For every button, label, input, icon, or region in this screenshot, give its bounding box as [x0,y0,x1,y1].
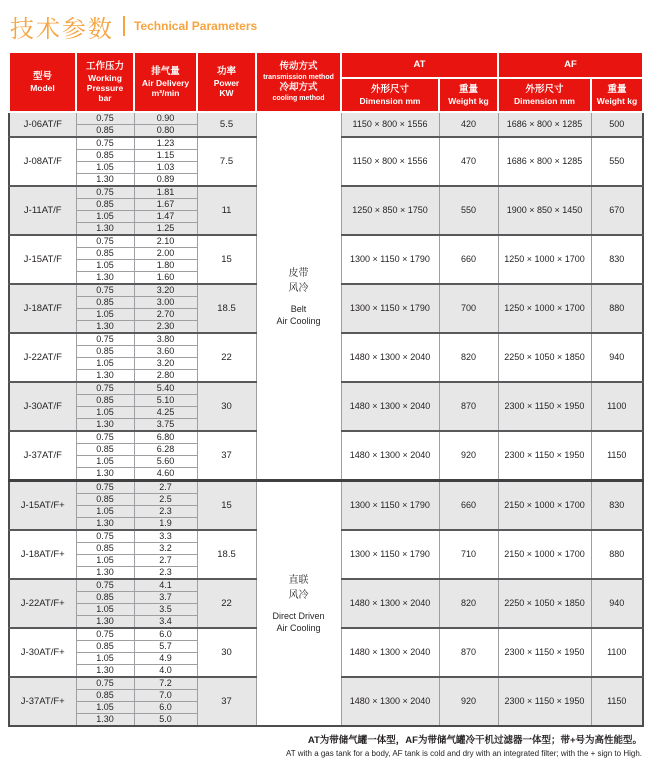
pressure-cell: 0.85 [76,248,134,260]
pressure-cell: 1.30 [76,174,134,187]
delivery-cell: 2.80 [134,370,197,383]
delivery-cell: 3.00 [134,297,197,309]
at-dimension-cell: 1150 × 800 × 1556 [341,137,439,186]
delivery-cell: 2.3 [134,506,197,518]
model-cell: J-37AT/F+ [9,677,76,726]
header-af-weight [591,78,643,112]
at-dimension-cell: 1480 × 1300 × 2040 [341,382,439,431]
header-pressure-zh: 工作压力 [85,61,124,72]
model-cell: J-37AT/F [9,431,76,481]
delivery-cell: 2.3 [134,567,197,580]
pressure-cell: 0.85 [76,690,134,702]
af-dimension-cell: 1686 × 800 × 1285 [498,112,591,137]
pressure-cell: 1.05 [76,702,134,714]
model-cell: J-18AT/F+ [9,530,76,579]
power-cell: 18.5 [197,530,256,579]
delivery-cell: 1.9 [134,518,197,531]
af-dimension-cell: 2300 × 1150 × 1950 [498,628,591,677]
header-transmission-zh: 传动方式 [279,61,318,72]
delivery-cell: 3.2 [134,543,197,555]
af-weight-cell: 1150 [591,431,643,481]
af-weight-cell: 940 [591,333,643,382]
power-cell: 15 [197,235,256,284]
pressure-cell: 1.05 [76,260,134,272]
pressure-cell: 0.75 [76,137,134,150]
delivery-cell: 1.23 [134,137,197,150]
af-dimension-cell: 1686 × 800 × 1285 [498,137,591,186]
pressure-cell: 0.85 [76,543,134,555]
header-power-en: Power [213,78,240,88]
at-weight-cell: 820 [439,333,498,382]
at-dimension-cell: 1300 × 1150 × 1790 [341,481,439,531]
delivery-cell: 3.60 [134,346,197,358]
delivery-cell: 1.60 [134,272,197,285]
af-dimension-cell: 2250 × 1050 × 1850 [498,333,591,382]
delivery-cell: 3.75 [134,419,197,432]
table-row [9,481,643,494]
header-model-en: Model [30,83,55,93]
pressure-cell: 1.05 [76,604,134,616]
pressure-cell: 1.30 [76,714,134,727]
power-cell: 30 [197,628,256,677]
delivery-cell: 1.81 [134,186,197,199]
method-label-en: Belt [290,303,307,314]
at-weight-cell: 920 [439,677,498,726]
pressure-cell: 0.75 [76,530,134,543]
header-pressure-unit: bar [98,93,112,103]
at-weight-cell: 870 [439,382,498,431]
at-dimension-cell: 1300 × 1150 × 1790 [341,284,439,333]
page-title-zh: 技术参数 [10,15,114,43]
header-cooling-en: cooling method [272,95,325,102]
header-delivery-zh: 排气量 [151,66,180,77]
af-weight-cell: 1150 [591,677,643,726]
method-cell [256,112,341,481]
table-header [9,52,643,112]
model-cell: J-30AT/F+ [9,628,76,677]
af-dimension-cell: 2150 × 1000 × 1700 [498,481,591,531]
af-dimension-cell: 2250 × 1050 × 1850 [498,579,591,628]
af-weight-cell: 830 [591,481,643,531]
pressure-cell: 0.75 [76,481,134,494]
pressure-cell: 0.75 [76,677,134,690]
pressure-cell: 0.75 [76,628,134,641]
pressure-cell: 1.30 [76,272,134,285]
delivery-cell: 4.60 [134,468,197,481]
footnote-en: AT with a gas tank for a body, AF tank is cold and dry with an integrated filter; with the + sign to High. [286,749,642,758]
pressure-cell: 1.05 [76,456,134,468]
method-label-en: Air Cooling [276,315,321,326]
pressure-cell: 0.75 [76,235,134,248]
header-delivery-unit: m³/min [151,88,180,98]
pressure-cell: 0.75 [76,382,134,395]
at-weight-cell: 820 [439,579,498,628]
header-transmission-en: transmission method [263,74,334,81]
delivery-cell: 3.4 [134,616,197,629]
method-label-zh: 直联 [288,575,309,586]
method-label-en: Direct Driven [272,611,325,621]
model-cell: J-15AT/F+ [9,481,76,531]
af-weight-cell: 880 [591,530,643,579]
pressure-cell: 1.30 [76,321,134,334]
delivery-cell: 3.7 [134,592,197,604]
pressure-cell: 1.05 [76,309,134,321]
header-air-delivery [134,52,197,112]
at-weight-cell: 660 [439,481,498,531]
at-dimension-cell: 1480 × 1300 × 2040 [341,677,439,726]
model-cell: J-08AT/F [9,137,76,186]
delivery-cell: 5.7 [134,641,197,653]
header-af-group: AF [498,52,643,78]
power-cell: 15 [197,481,256,531]
af-weight-cell: 550 [591,137,643,186]
pressure-cell: 0.75 [76,431,134,444]
delivery-cell: 6.28 [134,444,197,456]
at-dimension-cell: 1150 × 800 × 1556 [341,112,439,137]
af-weight-cell: 1100 [591,382,643,431]
af-dimension-cell: 2150 × 1000 × 1700 [498,530,591,579]
delivery-cell: 4.1 [134,579,197,592]
table-row [9,112,643,125]
power-cell: 7.5 [197,137,256,186]
pressure-cell: 0.75 [76,112,134,125]
at-weight-cell: 660 [439,235,498,284]
power-cell: 37 [197,677,256,726]
pressure-cell: 0.75 [76,579,134,592]
pressure-cell: 1.30 [76,468,134,481]
header-at-dimension-zh: 外形尺寸 [370,84,409,95]
power-cell: 5.5 [197,112,256,137]
delivery-cell: 1.03 [134,162,197,174]
delivery-cell: 1.25 [134,223,197,236]
pressure-cell: 0.85 [76,641,134,653]
pressure-cell: 1.30 [76,567,134,580]
af-dimension-cell: 2300 × 1150 × 1950 [498,677,591,726]
header-at-weight-zh: 重量 [458,84,478,95]
delivery-cell: 2.7 [134,481,197,494]
at-weight-cell: 700 [439,284,498,333]
pressure-cell: 1.30 [76,518,134,531]
at-weight-cell: 420 [439,112,498,137]
header-model-zh: 型号 [32,71,52,82]
af-dimension-cell: 1900 × 850 × 1450 [498,186,591,235]
pressure-cell: 0.85 [76,592,134,604]
model-cell: J-11AT/F [9,186,76,235]
af-weight-cell: 940 [591,579,643,628]
at-dimension-cell: 1480 × 1300 × 2040 [341,431,439,481]
footnote-zh: AT为带储气罐一体型，AF为带储气罐冷干机过滤器一体型；带+号为高性能型。 [307,735,642,746]
pressure-cell: 0.85 [76,297,134,309]
pressure-cell: 1.05 [76,407,134,419]
pressure-cell: 0.75 [76,186,134,199]
delivery-cell: 5.0 [134,714,197,727]
header-at-group: AT [341,52,498,78]
pressure-cell: 1.30 [76,370,134,383]
power-cell: 11 [197,186,256,235]
at-dimension-cell: 1300 × 1150 × 1790 [341,530,439,579]
power-cell: 22 [197,333,256,382]
delivery-cell: 3.3 [134,530,197,543]
af-weight-cell: 830 [591,235,643,284]
model-cell: J-15AT/F [9,235,76,284]
af-dimension-cell: 2300 × 1150 × 1950 [498,431,591,481]
header-power-unit: KW [219,88,234,98]
method-cell [256,481,341,727]
delivery-cell: 2.10 [134,235,197,248]
delivery-cell: 1.47 [134,211,197,223]
af-weight-cell: 500 [591,112,643,137]
model-cell: J-22AT/F [9,333,76,382]
delivery-cell: 7.2 [134,677,197,690]
delivery-cell: 5.60 [134,456,197,468]
at-weight-cell: 920 [439,431,498,481]
header-power-zh: 功率 [216,66,236,77]
header-at-dimension [341,78,439,112]
power-cell: 22 [197,579,256,628]
header-af-dimension [498,78,591,112]
pressure-cell: 0.85 [76,150,134,162]
page-header [0,0,650,43]
model-cell: J-06AT/F [9,112,76,137]
power-cell: 18.5 [197,284,256,333]
header-af-dimension-en: Dimension mm [514,96,575,106]
title-divider [123,16,125,36]
at-weight-cell: 870 [439,628,498,677]
delivery-cell: 3.80 [134,333,197,346]
model-cell: J-30AT/F [9,382,76,431]
delivery-cell: 6.0 [134,702,197,714]
header-af-dimension-zh: 外形尺寸 [525,84,564,95]
method-label-zh: 皮带 [288,267,309,279]
header-delivery-en: Air Delivery [141,78,190,88]
header-af-weight-zh: 重量 [607,84,627,95]
delivery-cell: 0.89 [134,174,197,187]
af-dimension-cell: 1250 × 1000 × 1700 [498,284,591,333]
delivery-cell: 4.25 [134,407,197,419]
header-working-pressure [76,52,134,112]
af-weight-cell: 670 [591,186,643,235]
delivery-cell: 1.80 [134,260,197,272]
pressure-cell: 1.30 [76,665,134,678]
af-weight-cell: 880 [591,284,643,333]
delivery-cell: 2.30 [134,321,197,334]
technical-parameters-table [8,51,644,727]
model-cell: J-18AT/F [9,284,76,333]
pressure-cell: 1.30 [76,419,134,432]
table-body [9,112,643,726]
af-dimension-cell: 2300 × 1150 × 1950 [498,382,591,431]
delivery-cell: 3.20 [134,284,197,297]
pressure-cell: 0.75 [76,284,134,297]
header-power [197,52,256,112]
header-transmission-cooling [256,52,341,112]
delivery-cell: 6.0 [134,628,197,641]
at-dimension-cell: 1300 × 1150 × 1790 [341,235,439,284]
at-weight-cell: 710 [439,530,498,579]
pressure-cell: 1.05 [76,358,134,370]
pressure-cell: 0.85 [76,346,134,358]
pressure-cell: 1.05 [76,653,134,665]
header-af-weight-en: Weight kg [596,96,638,106]
pressure-cell: 1.05 [76,211,134,223]
pressure-cell: 0.75 [76,333,134,346]
header-cooling-zh: 冷却方式 [279,82,318,93]
pressure-cell: 0.85 [76,444,134,456]
header-at-weight [439,78,498,112]
footnotes [8,734,642,759]
at-dimension-cell: 1480 × 1300 × 2040 [341,579,439,628]
delivery-cell: 7.0 [134,690,197,702]
pressure-cell: 1.05 [76,162,134,174]
method-label-en: Air Cooling [276,623,321,633]
method-label-zh: 风冷 [288,590,309,601]
power-cell: 30 [197,382,256,431]
delivery-cell: 0.90 [134,112,197,125]
pressure-cell: 1.05 [76,555,134,567]
af-dimension-cell: 1250 × 1000 × 1700 [498,235,591,284]
delivery-cell: 2.70 [134,309,197,321]
pressure-cell: 1.30 [76,616,134,629]
page-title-en: Technical Parameters [134,19,258,33]
pressure-cell: 0.85 [76,199,134,211]
delivery-cell: 0.80 [134,125,197,138]
model-cell: J-22AT/F+ [9,579,76,628]
header-pressure-en: Working Pressure [86,73,124,93]
delivery-cell: 2.5 [134,494,197,506]
delivery-cell: 1.67 [134,199,197,211]
at-dimension-cell: 1250 × 850 × 1750 [341,186,439,235]
delivery-cell: 3.5 [134,604,197,616]
header-at-dimension-en: Dimension mm [359,96,421,106]
delivery-cell: 6.80 [134,431,197,444]
pressure-cell: 0.85 [76,125,134,138]
delivery-cell: 3.20 [134,358,197,370]
pressure-cell: 0.85 [76,494,134,506]
delivery-cell: 5.10 [134,395,197,407]
pressure-cell: 1.05 [76,506,134,518]
delivery-cell: 4.9 [134,653,197,665]
delivery-cell: 1.15 [134,150,197,162]
pressure-cell: 1.30 [76,223,134,236]
power-cell: 37 [197,431,256,481]
delivery-cell: 5.40 [134,382,197,395]
delivery-cell: 2.7 [134,555,197,567]
af-weight-cell: 1100 [591,628,643,677]
at-dimension-cell: 1480 × 1300 × 2040 [341,628,439,677]
method-label-zh: 风冷 [288,282,309,294]
delivery-cell: 2.00 [134,248,197,260]
header-model [9,52,76,112]
at-weight-cell: 550 [439,186,498,235]
at-weight-cell: 470 [439,137,498,186]
pressure-cell: 0.85 [76,395,134,407]
at-dimension-cell: 1480 × 1300 × 2040 [341,333,439,382]
delivery-cell: 4.0 [134,665,197,678]
header-at-weight-en: Weight kg [448,96,489,106]
